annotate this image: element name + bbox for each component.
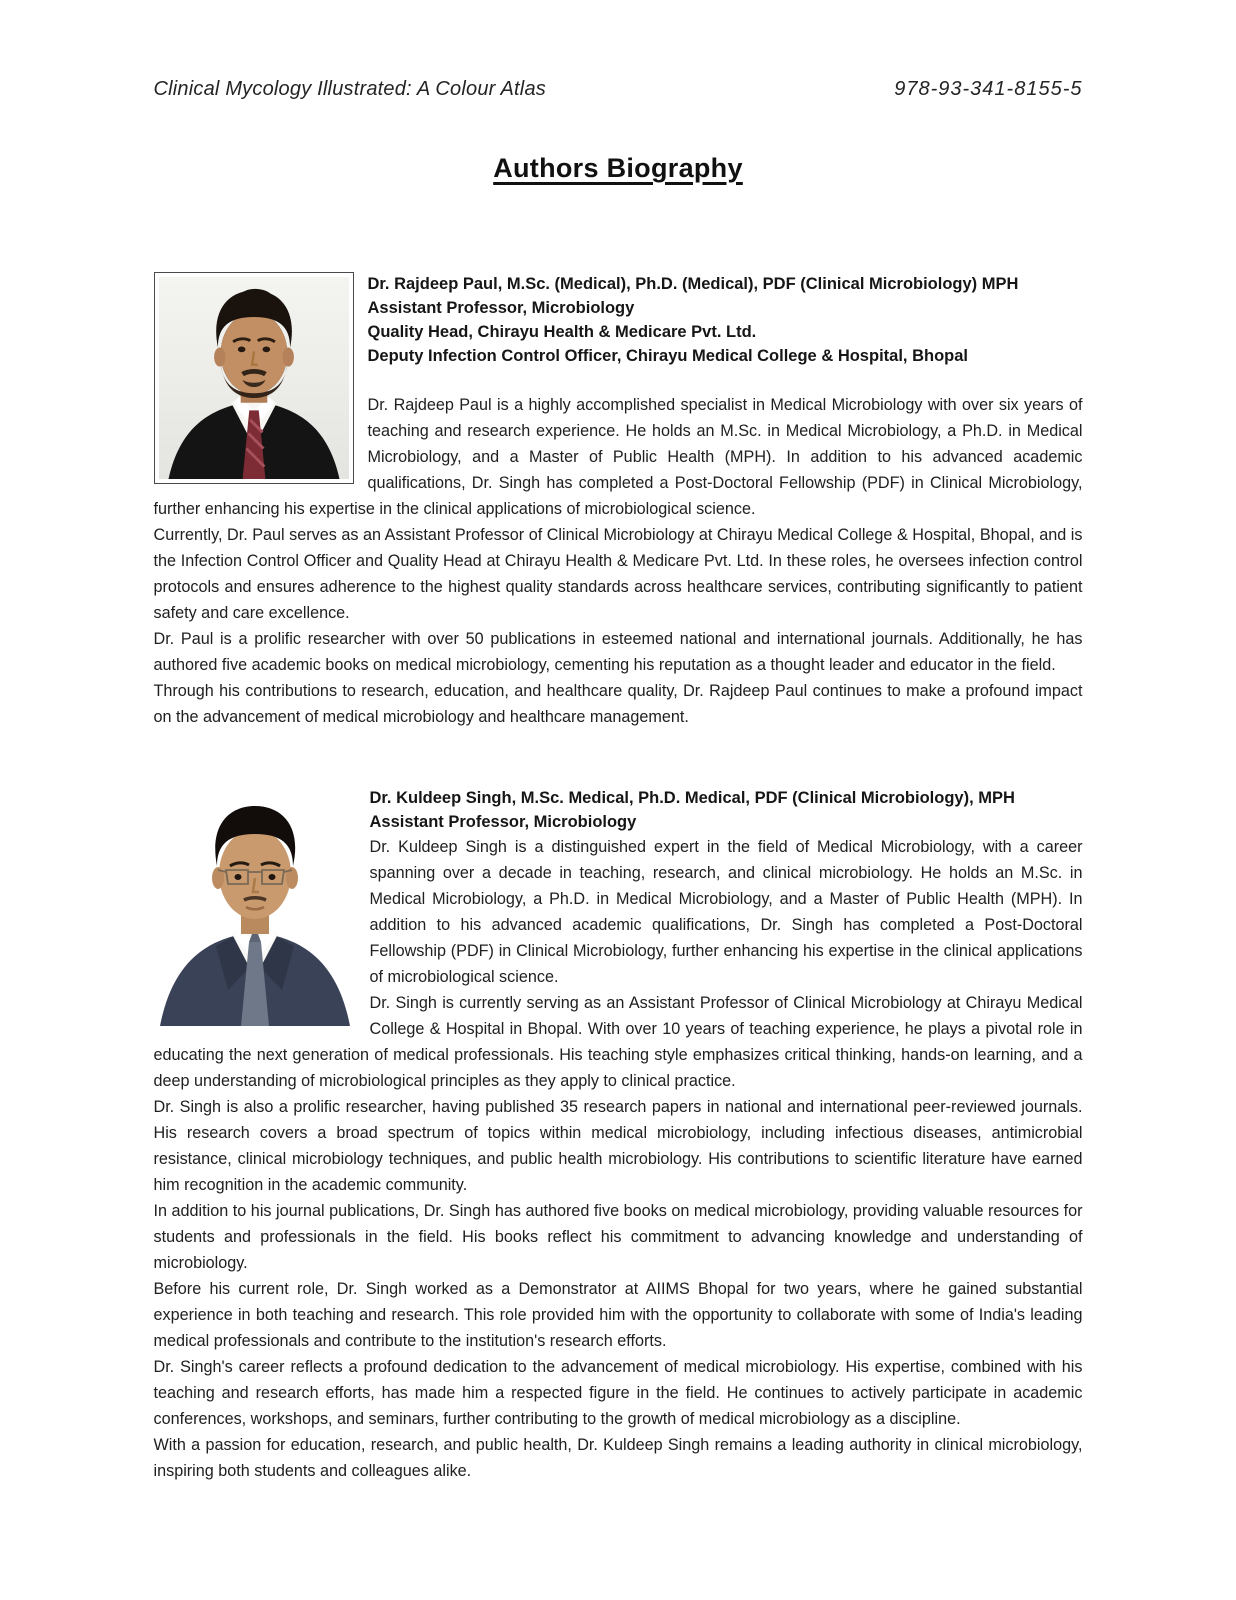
bio-paragraph: Before his current role, Dr. Singh worked as a Demonstrator at AIIMS Bhopal for two years, where he gained substantial experience in both teaching and research. This role provided him with the opportunity to collaborate with some of India's leading medical professionals and contribute to the institution's research efforts. <box>153 1280 1083 1350</box>
running-header <box>154 78 1083 101</box>
author-name-credentials: Dr. Rajdeep Paul, M.Sc. (Medical), Ph.D. (Medical), PDF (Clinical Microbiology) MPH <box>367 275 1019 293</box>
isbn-number: 978-93-341-8155-5 <box>894 78 1083 100</box>
author-section-kuldeep-singh <box>154 786 1083 1484</box>
author-section-rajdeep-paul <box>154 272 1083 730</box>
bio-paragraph: Dr. Singh is also a prolific researcher, having published 35 research papers in national and international peer-reviewed journals. His research covers a broad spectrum of topics within medical microbiology, including infectious diseases, antimicrobial resistance, clinical microbiology techniques, and public health microbiology. His contributions to scientific literature have earned him recognition in the academic community. <box>153 1098 1083 1194</box>
bio-paragraph: Currently, Dr. Paul serves as an Assistant Professor of Clinical Microbiology at Chirayu Medical College & Hospital, Bhopal, and is the Infection Control Officer and Quality Head at Chirayu Health & Medicare Pvt. Ltd. In these roles, he oversees infection control protocols and ensures adherence to the highest quality standards across healthcare services, contributing significantly to patient safety and care excellence. <box>153 526 1083 622</box>
author-role-line: Assistant Professor, Microbiology <box>367 299 635 317</box>
document-page <box>154 0 1083 1484</box>
author-photo-rajdeep-paul <box>154 272 354 484</box>
bio-paragraph: Dr. Kuldeep Singh is a distinguished expert in the field of Medical Microbiology, with a career spanning over a decade in teaching, research, and clinical microbiology. He holds an M.Sc. in Medical Microbiology, a Ph.D. in Medical Microbiology, and a Master of Public Health (MPH). In addition to his advanced academic qualifications, Dr. Singh has completed a Post-Doctoral Fellowship (PDF) in Clinical Microbiology, further enhancing his expertise in the clinical applications of microbiological science. <box>369 838 1083 986</box>
bio-paragraph: Dr. Singh is currently serving as an Assistant Professor of Clinical Microbiology at Chirayu Medical College & Hospital in Bhopal. With over 10 years of teaching experience, he plays a pivotal role in educating the next generation of medical professionals. His teaching style emphasizes critical thinking, hands-on learning, and a deep understanding of microbiological principles as they apply to clinical practice. <box>153 994 1083 1090</box>
author-photo-kuldeep-singh <box>154 786 356 1026</box>
author-role-line: Assistant Professor, Microbiology <box>369 813 637 831</box>
bio-paragraph: In addition to his journal publications, Dr. Singh has authored five books on medical microbiology, providing valuable resources for students and professionals in the field. His books reflect his commitment to advancing knowledge and understanding of microbiology. <box>153 1202 1083 1272</box>
page-title-container <box>154 153 1083 184</box>
author-name-credentials: Dr. Kuldeep Singh, M.Sc. Medical, Ph.D. Medical, PDF (Clinical Microbiology), MPH <box>369 789 1015 807</box>
book-title: Clinical Mycology Illustrated: A Colour Atlas <box>153 78 546 100</box>
bio-paragraph: Through his contributions to research, education, and healthcare quality, Dr. Rajdeep Paul continues to make a profound impact on the advancement of medical microbiology and healthcare management. <box>153 682 1083 726</box>
bio-paragraph: Dr. Singh's career reflects a profound dedication to the advancement of medical microbiology. His expertise, combined with his teaching and research efforts, has made him a respected figure in the field. He continues to actively participate in academic conferences, workshops, and seminars, further contributing to the growth of medical microbiology as a discipline. <box>153 1358 1083 1428</box>
page-title: Authors Biography <box>493 153 743 183</box>
bio-paragraph: With a passion for education, research, and public health, Dr. Kuldeep Singh remains a leading authority in clinical microbiology, inspiring both students and colleagues alike. <box>153 1436 1083 1480</box>
bio-paragraph: Dr. Rajdeep Paul is a highly accomplished specialist in Medical Microbiology with over six years of teaching and research experience. He holds an M.Sc. in Medical Microbiology, a Ph.D. in Medical Microbiology, and a Master of Public Health (MPH). In addition to his advanced academic qualifications, Dr. Singh has completed a Post-Doctoral Fellowship (PDF) in Clinical Microbiology, further enhancing his expertise in the clinical applications of microbiological science. <box>153 396 1083 518</box>
portrait-rajdeep-paul-illustration <box>159 277 349 479</box>
bio-paragraph: Dr. Paul is a prolific researcher with over 50 publications in esteemed national and international journals. Additionally, he has authored five academic books on medical microbiology, cementing his reputation as a thought leader and educator in the field. <box>153 630 1083 674</box>
author-role-line: Deputy Infection Control Officer, Chirayu Medical College & Hospital, Bhopal <box>367 347 968 365</box>
author-role-line: Quality Head, Chirayu Health & Medicare Pvt. Ltd. <box>367 323 757 341</box>
portrait-kuldeep-singh-illustration <box>154 786 356 1026</box>
